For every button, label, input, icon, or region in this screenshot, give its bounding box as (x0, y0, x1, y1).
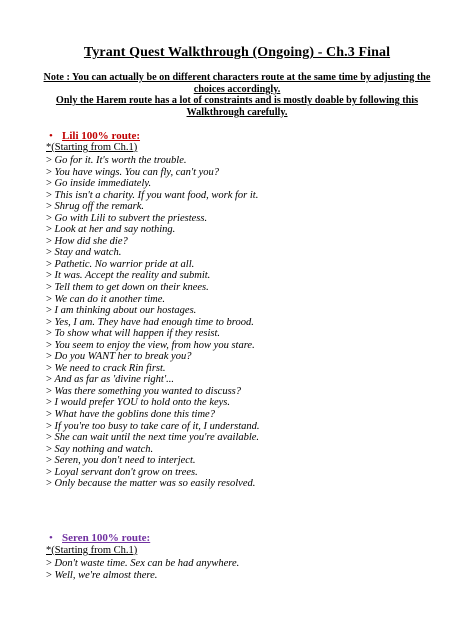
starting-from-text: *(Starting from Ch.1) (46, 545, 138, 556)
choice-line: > How did she die? (46, 235, 128, 247)
choice-line: > I am thinking about our hostages. (46, 305, 197, 317)
choice-line: > We need to crack Rin first. (46, 362, 166, 374)
document-title: Tyrant Quest Walkthrough (Ongoing) - Ch.3 Final (83, 45, 391, 60)
seren-choices-list (46, 558, 239, 581)
choice-line: > Pathetic. No warrior pride at all. (46, 258, 195, 270)
choice-line: > This isn't a charity. If you want food, work for it. (46, 189, 259, 201)
choice-line: > Don't waste time. Sex can be had anywhere. (46, 558, 240, 569)
choice-line: > To show what will happen if they resist. (46, 328, 221, 340)
choice-line: > Only because the matter was so easily resolved. (46, 478, 256, 490)
choice-line: > Do you WANT her to break you? (46, 351, 192, 363)
bullet-seren: • (49, 532, 53, 544)
choice-line: > We can do it another time. (46, 293, 165, 305)
choice-line: > And as far as 'divine right'... (46, 374, 174, 386)
choice-line: > Stay and watch. (46, 247, 122, 259)
starting-from-text: *(Starting from Ch.1) (46, 142, 138, 153)
choice-line: > Tell them to get down on their knees. (46, 282, 209, 294)
note-line-1: Note : You can actually be on different characters route at the same time by adjusting the choices accordingly. (43, 72, 431, 95)
starting-from-lili (46, 142, 137, 153)
choice-line: > Say nothing and watch. (46, 443, 154, 455)
note-line-2: Only the Harem route has a lot of constraints and is mostly doable by following this Walkthrough carefully. (55, 95, 419, 118)
choice-line: > She can wait until the next time you're available. (46, 432, 260, 444)
choice-line: > Seren, you don't need to interject. (46, 455, 196, 467)
choice-line: > Loyal servant don't grow on trees. (46, 466, 198, 478)
section-title-seren: Seren 100% route: (62, 532, 151, 544)
lili-choices-list (46, 155, 260, 490)
section-title-lili: Lili 100% route: (62, 130, 141, 142)
choice-line: > Was there something you wanted to discuss? (46, 385, 242, 397)
choice-line: > Shrug off the remark. (46, 201, 144, 213)
choice-line: > Look at her and say nothing. (46, 224, 176, 236)
choice-line: > I would prefer YOU to hold onto the keys. (46, 397, 231, 409)
choice-line: > What have the goblins done this time? (46, 409, 215, 421)
choice-line: > Go with Lili to subvert the priestess. (46, 212, 208, 224)
choice-line: > Well, we're almost there. (46, 569, 158, 581)
choice-line: > Yes, I am. They have had enough time to brood. (46, 316, 254, 328)
choice-line: > Go for it. It's worth the trouble. (46, 155, 187, 166)
choice-line: > It was. Accept the reality and submit. (46, 270, 211, 282)
choice-line: > You have wings. You can fly, can't you? (46, 166, 220, 178)
starting-from-seren (46, 545, 137, 556)
choice-line: > If you're too busy to take care of it, I understand. (46, 420, 260, 432)
note-block (40, 72, 434, 118)
bullet-lili: • (49, 130, 53, 142)
choice-line: > You seem to enjoy the view, from how you stare. (46, 339, 255, 351)
choice-line: > Go inside immediately. (46, 178, 152, 190)
